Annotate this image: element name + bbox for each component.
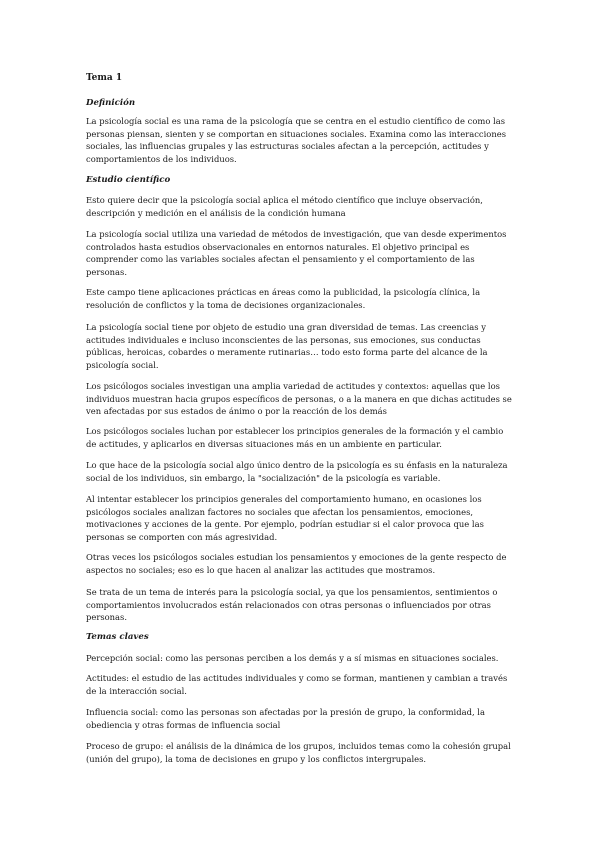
paragraph: Los psicólogos sociales investigan una amplia variedad de actitudes y contextos: aquellas que los individuos muestran hacia grupos específicos de personas, o a la manera en que dichas actitudes se ven afectadas por sus estados de ánimo o por la reacción de los demás bbox=[86, 381, 512, 417]
paragraph: Lo que hace de la psicología social algo único dentro de la psicología es su énfasis en la naturaleza social de los individuos, sin embargo, la "socialización" de la psicología es variable. bbox=[86, 460, 508, 483]
paragraph: Los psicólogos sociales luchan por establecer los principios generales de la formación y el cambio de actitudes, y aplicarlos en diversas situaciones más en un ambiente en particular. bbox=[86, 426, 504, 449]
section-heading-estudio: Estudio científico bbox=[86, 175, 171, 185]
paragraph: La psicología social tiene por objeto de estudio una gran diversidad de temas. Las creencias y actitudes individuales e incluso inconscientes de las personas, sus emociones, sus conductas públicas, heroicas, cobardes o meramente rutinarias… todo esto forma parte del alcance de la psicología social. bbox=[86, 322, 488, 370]
paragraph: La psicología social es una rama de la psicología que se centra en el estudio científico de como las personas piensan, sienten y se comportan en situaciones sociales. Examina como las interacciones sociales, las influencias grupales y las estructuras sociales afectan a la percepción, actitudes y comportamientos de los individuos. bbox=[86, 116, 506, 164]
paragraph: Actitudes: el estudio de las actitudes individuales y como se forman, mantienen y cambian a través de la interacción social. bbox=[86, 673, 508, 696]
section-heading-definicion: Definición bbox=[86, 98, 136, 108]
document-title: Tema 1 bbox=[86, 73, 123, 83]
paragraph: Proceso de grupo: el análisis de la dinámica de los grupos, incluidos temas como la cohesión grupal (unión del grupo), la toma de decisiones en grupo y los conflictos intergrupales. bbox=[86, 741, 511, 764]
paragraph: La psicología social utiliza una variedad de métodos de investigación, que van desde experimentos controlados hasta estudios observacionales en entornos naturales. El objetivo principal es comprender como las variables sociales afectan el pensamiento y el comportamiento de las personas. bbox=[86, 229, 507, 277]
paragraph: Al intentar establecer los principios generales del comportamiento humano, en ocasiones los psicólogos sociales analizan factores no sociales que afectan los pensamientos, emociones, motivaciones y acciones de la gente. Por ejemplo, podrían estudiar si el calor provoca que las personas se comporten con más agresividad. bbox=[86, 494, 484, 542]
paragraph: Este campo tiene aplicaciones prácticas en áreas como la publicidad, la psicología clínica, la resolución de conflictos y la toma de decisiones organizacionales. bbox=[86, 287, 481, 310]
paragraph: Esto quiere decir que la psicología social aplica el método científico que incluye observación, descripción y medición en el análisis de la condición humana bbox=[86, 195, 483, 218]
paragraph: Se trata de un tema de interés para la psicología social, ya que los pensamientos, sentimientos o comportamientos involucrados están relacionados con otras personas o influenciados por otras personas. bbox=[86, 587, 498, 623]
paragraph: Influencia social: como las personas son afectadas por la presión de grupo, la conformidad, la obediencia y otras formas de influencia social bbox=[86, 707, 485, 730]
paragraph: Percepción social: como las personas perciben a los demás y a sí mismas en situaciones sociales. bbox=[86, 653, 499, 663]
section-heading-temas: Temas claves bbox=[86, 632, 149, 642]
paragraph: Otras veces los psicólogos sociales estudian los pensamientos y emociones de la gente respecto de aspectos no sociales; eso es lo que hacen al analizar las actitudes que mostramos. bbox=[86, 552, 507, 575]
